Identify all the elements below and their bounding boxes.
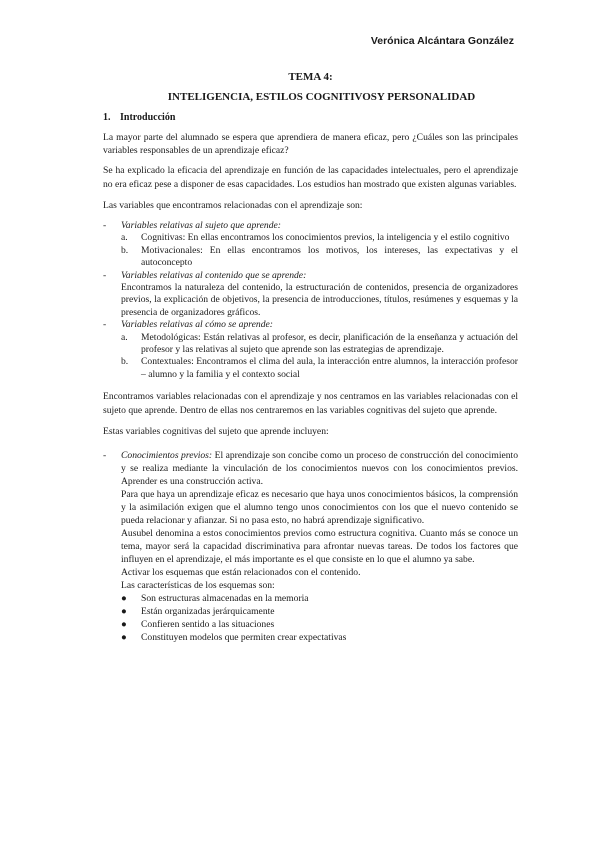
sub-letter: b. [121, 244, 129, 256]
cognitive-variables-list [103, 449, 518, 644]
variables-list [103, 220, 518, 381]
bullet-icon: ● [121, 618, 127, 630]
bullet-icon: ● [121, 631, 127, 643]
bullet-text: Son estructuras almacenadas en la memoria [141, 592, 309, 604]
list-item [103, 319, 518, 331]
paragraph-cognitive-focus: Encontramos variables relacionadas con el aprendizaje y nos centramos en las variables relacionadas con el sujeto que aprende. Dentro de ellas nos centraremos en las variables cognitivas del sujeto que aprende. [103, 391, 518, 416]
dash-marker: - [103, 319, 107, 331]
previous-knowledge-definition: El aprendizaje son concibe como un proceso de construcción del conocimiento y se realiza mediante la vinculación de los conocimientos nuevos con los conocimientos previos. Aprender es una construcción activa. [121, 449, 518, 487]
dash-marker: - [103, 449, 107, 461]
previous-knowledge-term: Conocimientos previos: [121, 449, 213, 461]
previous-knowledge-paragraph: Las características de los esquemas son: [121, 579, 275, 591]
topic-number: TEMA 4: [288, 71, 333, 83]
paragraph-intro: La mayor parte del alumnado se espera que aprendiera de manera eficaz, pero ¿Cuáles son las principales variables responsables de un aprendizaje eficaz? [103, 132, 518, 157]
sub-text: Motivacionales: En ellas encontramos los motivos, los intereses, las expectativas y el autoconcepto [141, 244, 518, 269]
bullet-icon: ● [121, 592, 127, 604]
bullet-icon: ● [121, 605, 127, 617]
subject-variables-title: Variables relativas al sujeto que aprende: [121, 220, 281, 232]
bullet-text: Están organizadas jerárquicamente [141, 605, 275, 617]
section-title: Introducción [120, 112, 176, 123]
previous-knowledge-paragraph: Activar los esquemas que están relacionados con el contenido. [121, 566, 361, 578]
paragraph-explained: Se ha explicado la eficacia del aprendizaje en función de las capacidades intelectuales, pero el aprendizaje no era eficaz pese a disponer de esas capacidades. Los estudios han mostrado que existen algunas variables. [103, 165, 518, 190]
content-variables-text: Encontramos la naturaleza del contenido, la estructuración de contenidos, presencia de organizadores previos, la explicación de objetivos, la presencia de introducciones, títulos, resúmenes y esquemas y la presencia de organizadores gráficos. [121, 282, 518, 318]
list-item [103, 220, 518, 232]
sub-text: Cognitivas: En ellas encontramos los conocimientos previos, la inteligencia y el estilo cognitivo [141, 232, 510, 244]
schema-bullet-item [103, 631, 518, 644]
schema-bullet-item [103, 605, 518, 618]
topic-title: INTELIGENCIA, ESTILOS COGNITIVOSY PERSONALIDAD [167, 91, 476, 103]
sub-letter: b. [121, 356, 129, 368]
paragraph-cognitive-include: Estas variables cognitivas del sujeto que aprende incluyen: [103, 425, 329, 437]
previous-knowledge-paragraph: Ausubel denomina a estos conocimientos previos como estructura cognitiva. Cuanto más se conoce un tema, mayor será la capacidad discriminativa para afrontar nuevas tareas. De todos los factores que influyen en el aprendizaje, el más importante es el que consiste en lo que el alumno ya sabe. [121, 527, 518, 565]
previous-knowledge-paragraph: Para que haya un aprendizaje eficaz es necesario que haya unos conocimientos básicos, la comprensión y la asimilación exigen que el alumno tengo unos conocimientos con los que el nuevo contenido se pueda relacionar y afianzar. Si no pasa esto, no habrá aprendizaje significativo. [121, 488, 518, 526]
sub-item [103, 356, 518, 381]
bullet-text: Constituyen modelos que permiten crear expectativas [141, 631, 347, 643]
sub-text: Contextuales: Encontramos el clima del aula, la interacción entre alumnos, la interacción profesor – alumno y la familia y el contexto social [141, 356, 518, 380]
author-header: Verónica Alcántara González [370, 35, 514, 47]
sub-item [103, 245, 518, 270]
schema-bullet-item [103, 618, 518, 631]
dash-marker: - [103, 220, 107, 232]
sub-letter: a. [121, 331, 128, 343]
list-item [103, 270, 518, 282]
list-item [103, 449, 518, 488]
sub-letter: a. [121, 232, 128, 244]
bullet-text: Confieren sentido a las situaciones [141, 618, 275, 630]
sub-text: Metodológicas: Están relativas al profesor, es decir, planificación de la enseñanza y actuación del profesor y las relativas al sujeto que aprende son las estrategias de aprendizaje. [141, 331, 518, 356]
sub-item [103, 332, 518, 357]
dash-marker: - [103, 269, 107, 281]
section-number: 1. [103, 112, 111, 123]
paragraph-variables-intro: Las variables que encontramos relacionadas con el aprendizaje son: [103, 199, 363, 211]
sub-item [103, 232, 518, 244]
section-heading [103, 112, 518, 123]
content-variables-title: Variables relativas al contenido que se aprende: [121, 269, 307, 281]
schema-bullet-item [103, 592, 518, 605]
how-variables-title: Variables relativas al cómo se aprende: [121, 319, 273, 331]
